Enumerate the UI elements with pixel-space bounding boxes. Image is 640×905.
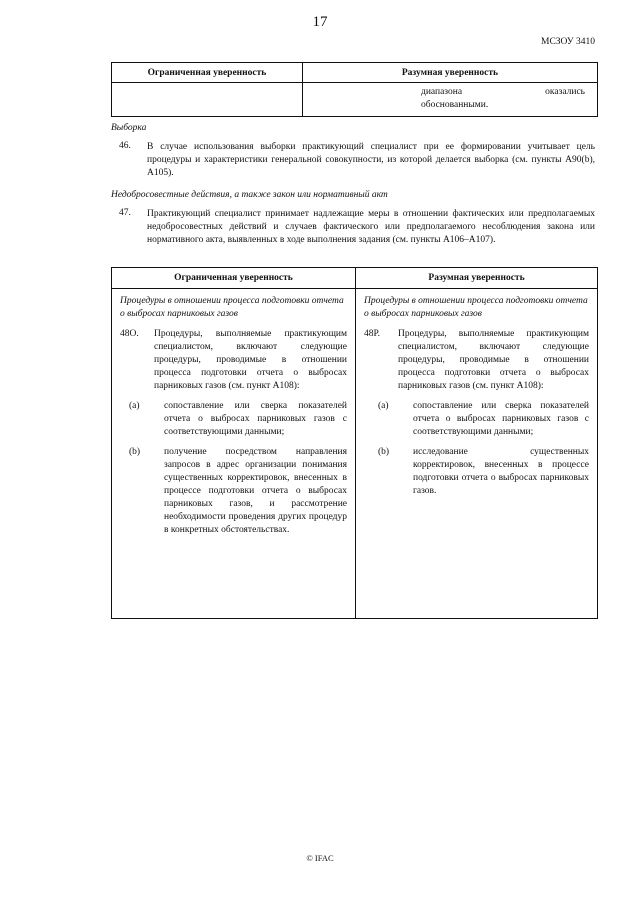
item-text: Процедуры, выполняемые практикующим специалистом, включают следующие процедуры, проводимые в отношении процесса подготовки отчета о выбросах парниковых газов (см. пункт A108):: [398, 329, 589, 391]
sub-item-a: [120, 400, 347, 439]
sub-item-text: сопоставление или сверка показателей отчета о выбросах парниковых газов с соответствующими данными;: [164, 401, 347, 437]
sub-item-b: [364, 446, 589, 498]
footer-copyright: © IFAC: [306, 853, 334, 863]
paragraph-text: В случае использования выборки практикующий специалист при ее формировании учитывает цель процедуры и характеристики генеральной совокупности, из которой делается выборка (см. пункты A90(b), A105).: [147, 142, 595, 179]
sub-item-label: (b): [378, 447, 390, 457]
procedures-table: [111, 267, 598, 619]
limited-assurance-header: Ограниченная уверенность: [112, 268, 356, 289]
cell-subtitle: Процедуры в отношении процесса подготовки отчета о выбросах парниковых газов: [364, 296, 588, 319]
reasonable-assurance-header: Разумная уверенность: [302, 63, 597, 83]
reasonable-assurance-cell: [302, 83, 597, 117]
limited-assurance-cell: [112, 289, 356, 619]
paragraph-number: 46.: [119, 141, 131, 151]
section-title-sampling: Выборка: [111, 123, 147, 133]
item-number: 48Р.: [364, 329, 380, 339]
sub-item-text: сопоставление или сверка показателей отчета о выбросах парниковых газов с соответствующими данными;: [413, 401, 589, 437]
continued-text-line: обоснованными.: [421, 100, 489, 110]
sub-item-label: (a): [129, 401, 140, 411]
continuation-table: [111, 62, 598, 117]
cell-subtitle: Процедуры в отношении процесса подготовки отчета о выбросах парниковых газов: [120, 296, 344, 319]
item-text: Процедуры, выполняемые практикующим специалистом, включают следующие процедуры, проводимые в отношении процесса подготовки отчета о выбросах парниковых газов (см. пункт A108):: [154, 329, 347, 391]
limited-assurance-header: Ограниченная уверенность: [112, 63, 303, 83]
page-number: 17: [312, 14, 328, 30]
sub-item-a: [364, 400, 589, 439]
requirement-item: [120, 328, 347, 393]
continued-text-line: диапазона оказались: [421, 87, 585, 97]
requirement-item: [364, 328, 589, 393]
reasonable-assurance-header: Разумная уверенность: [356, 268, 598, 289]
limited-assurance-cell: [112, 83, 303, 117]
sub-item-text: получение посредством направления запросов в адрес организации понимания существенных корректировок, внесенных в процессе подготовки отчета о выбросах парниковых газов, и рассмотрение необходимости проведения других процедур в конкретных обстоятельствах.: [164, 447, 347, 535]
reasonable-assurance-cell: [356, 289, 598, 619]
sub-item-b: [120, 446, 347, 537]
section-title-fraud: Недобросовестные действия, а также закон или нормативный акт: [111, 190, 388, 200]
sub-item-text: исследование существенных корректировок, внесенных в процессе подготовки отчета о выбросах парниковых газов.: [413, 447, 589, 496]
document-code: МСЗОУ 3410: [541, 37, 595, 47]
item-number: 48О.: [120, 329, 139, 339]
sub-item-label: (a): [378, 401, 389, 411]
paragraph-number: 47.: [119, 208, 131, 218]
sub-item-label: (b): [129, 447, 141, 457]
paragraph-text: Практикующий специалист принимает надлежащие меры в отношении фактических или предполагаемых недобросовестных действий и случаев фактического или предполагаемого несоблюдения закона или нормативного акта, выявленных в ходе выполнения задания (см. пункты A106–A107).: [147, 209, 595, 246]
